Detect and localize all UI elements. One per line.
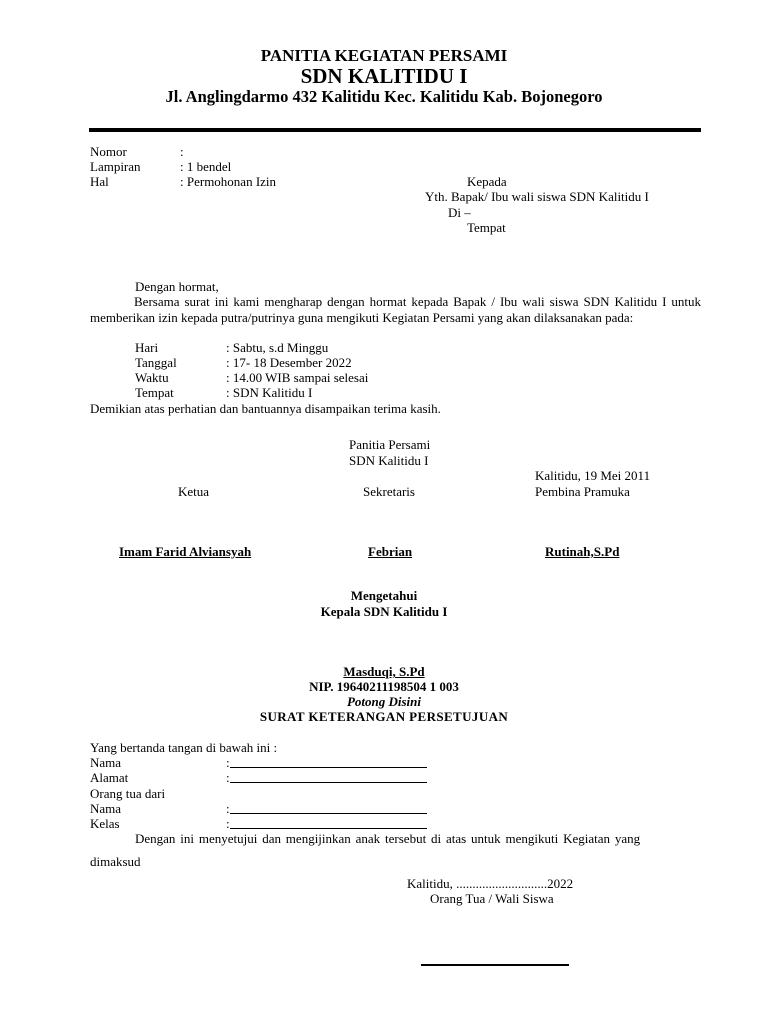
meta-label-hal: Hal xyxy=(90,174,109,189)
consent-field-nama-anak[interactable] xyxy=(230,813,427,814)
kepala-name: Masduqi, S.Pd xyxy=(343,664,425,679)
signature-place-date: Kalitidu, 19 Mei 2011 xyxy=(535,468,651,483)
greeting: Dengan hormat, xyxy=(135,279,219,294)
cut-line-label: Potong Disini xyxy=(346,694,422,709)
body-paragraph-block xyxy=(90,294,701,326)
consent-label-alamat: Alamat xyxy=(90,770,129,785)
consent-label-nama: Nama xyxy=(90,755,122,770)
consent-label-kelas: Kelas xyxy=(90,816,120,831)
recipient-kepada: Kepada xyxy=(467,174,507,189)
pembina-name: Rutinah,S.Pd xyxy=(545,544,620,559)
detail-value-tempat: : SDN Kalitidu I xyxy=(226,385,313,400)
consent-place-date: Kalitidu, ............................2022 xyxy=(407,876,574,891)
committee-school: SDN Kalitidu I xyxy=(349,453,429,468)
consent-label-nama-anak: Nama xyxy=(90,801,122,816)
committee-label: Panitia Persami xyxy=(349,437,431,452)
sekretaris-title: Sekretaris xyxy=(363,484,415,499)
header-address: Jl. Anglingdarmo 432 Kalitidu Kec. Kalitidu Kab. Bojonegoro xyxy=(165,87,603,106)
kepala-title: Kepala SDN Kalitidu I xyxy=(320,604,448,619)
detail-value-hari: : Sabtu, s.d Minggu xyxy=(226,340,329,355)
ketua-title: Ketua xyxy=(178,484,210,499)
closing: Demikian atas perhatian dan bantuannya disampaikan terima kasih. xyxy=(90,401,441,416)
header-school: SDN KALITIDU I xyxy=(300,64,468,88)
consent-statement-cont: dimaksud xyxy=(90,854,141,869)
body-paragraph: Bersama surat ini kami mengharap dengan hormat kepada Bapak / Ibu wali siswa SDN Kalitidu I untuk memberikan izin kepada putra/putrinya guna mengikuti Kegiatan Persami yang akan dilaksanakan pada: xyxy=(90,294,701,325)
consent-parent-of: Orang tua dari xyxy=(90,786,166,801)
consent-colon-nama-anak: : xyxy=(226,801,230,816)
header-divider xyxy=(89,128,701,132)
recipient-yth: Yth. Bapak/ Ibu wali siswa SDN Kalitidu I xyxy=(425,189,649,204)
consent-signature-line[interactable] xyxy=(421,964,569,966)
consent-statement: Dengan ini menyetujui dan mengijinkan anak tersebut di atas untuk mengikuti Kegiatan yang xyxy=(135,831,641,846)
consent-colon-nama: : xyxy=(226,755,230,770)
meta-value-nomor: : xyxy=(180,144,184,159)
ketua-name: Imam Farid Alviansyah xyxy=(119,544,252,559)
detail-label-waktu: Waktu xyxy=(135,370,169,385)
meta-value-hal: : Permohonan Izin xyxy=(180,174,277,189)
detail-label-tanggal: Tanggal xyxy=(135,355,177,370)
detail-label-hari: Hari xyxy=(135,340,159,355)
consent-field-kelas[interactable] xyxy=(230,828,427,829)
meta-label-nomor: Nomor xyxy=(90,144,127,159)
consent-field-nama[interactable] xyxy=(230,767,427,768)
detail-label-tempat: Tempat xyxy=(135,385,174,400)
detail-value-tanggal: : 17- 18 Desember 2022 xyxy=(226,355,352,370)
recipient-di: Di – xyxy=(448,205,471,220)
sekretaris-name: Febrian xyxy=(368,544,413,559)
kepala-nip: NIP. 19640211198504 1 003 xyxy=(309,679,459,694)
recipient-tempat: Tempat xyxy=(467,220,506,235)
header-org: PANITIA KEGIATAN PERSAMI xyxy=(260,46,508,65)
consent-colon-kelas: : xyxy=(226,816,230,831)
meta-value-lampiran: : 1 bendel xyxy=(180,159,232,174)
consent-colon-alamat: : xyxy=(226,770,230,785)
meta-label-lampiran: Lampiran xyxy=(90,159,141,174)
consent-intro: Yang bertanda tangan di bawah ini : xyxy=(90,740,278,755)
consent-field-alamat[interactable] xyxy=(230,782,427,783)
detail-value-waktu: : 14.00 WIB sampai selesai xyxy=(226,370,369,385)
mengetahui-label: Mengetahui xyxy=(350,588,418,603)
consent-signer: Orang Tua / Wali Siswa xyxy=(430,891,554,906)
pembina-title: Pembina Pramuka xyxy=(535,484,630,499)
consent-title: SURAT KETERANGAN PERSETUJUAN xyxy=(259,709,509,724)
